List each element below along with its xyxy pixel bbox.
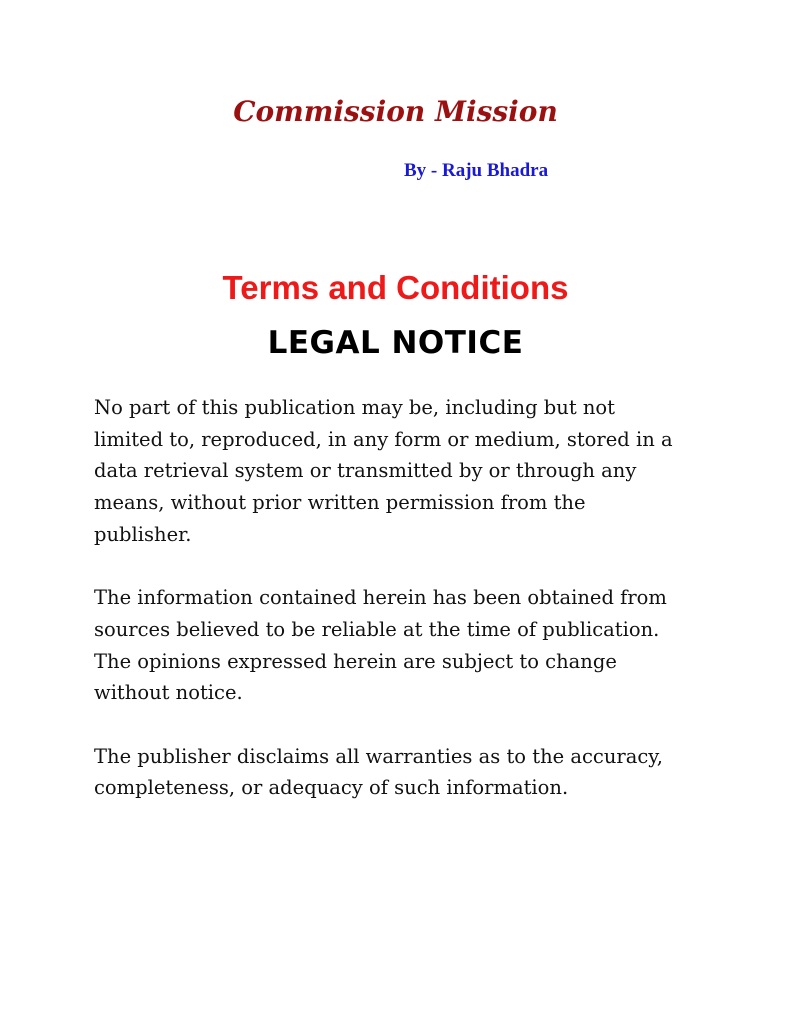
paragraph-line: without notice. (94, 681, 243, 705)
paragraph-disclaimer (94, 741, 714, 804)
paragraph-line: The opinions expressed herein are subject to change (94, 649, 617, 673)
paragraph-line: limited to, reproduced, in any form or medium, stored in a (94, 427, 673, 451)
paragraph-line: No part of this publication may be, including but not (94, 396, 616, 419)
paragraph-line: The publisher disclaims all warranties as to the accuracy, (94, 744, 663, 768)
paragraph-line: data retrieval system or transmitted by or through any (94, 459, 637, 483)
paragraph-line: The information contained herein has been obtained from (94, 586, 667, 610)
paragraph-line: completeness, or adequacy of such information. (94, 776, 569, 800)
paragraph-line: means, without prior written permission from the (94, 491, 586, 515)
legal-notice-heading: LEGAL NOTICE (267, 325, 524, 361)
paragraph-line: sources believed to be reliable at the time of publication. (94, 617, 660, 641)
author-byline: By - Raju Bhadra (404, 160, 549, 181)
paragraph-line: publisher. (94, 522, 192, 546)
terms-heading: Terms and Conditions (222, 269, 569, 306)
paragraph-copyright (94, 392, 714, 551)
legal-notice-body (94, 392, 714, 836)
document-title: Commission Mission (233, 95, 558, 128)
paragraph-information (94, 582, 714, 709)
